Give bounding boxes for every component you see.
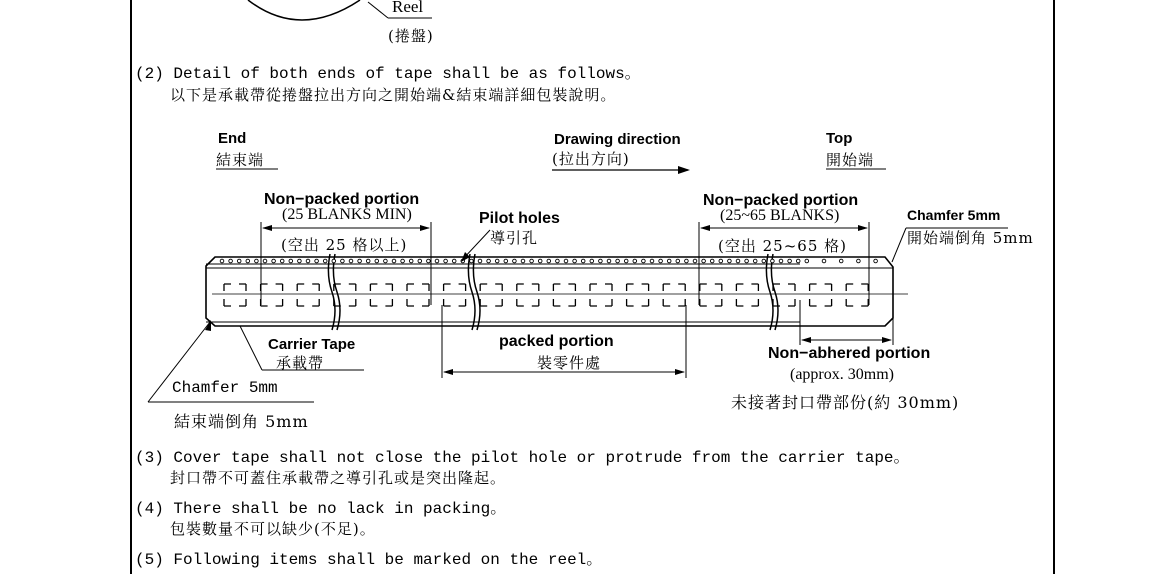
pilot-hole — [306, 259, 310, 263]
section-2-text-cn: 以下是承載帶從捲盤拉出方向之開始端&結束端詳細包裝說明。 — [170, 86, 617, 104]
pilot-hole — [530, 259, 534, 263]
pilot-hole — [392, 259, 396, 263]
pilot-hole — [220, 259, 224, 263]
carrier-label-cn: 承載帶 — [276, 354, 325, 372]
pilot-hole — [822, 259, 826, 263]
pilot-label: Pilot holes — [479, 210, 560, 227]
direction-label-cn: (拉出方向) — [552, 150, 630, 168]
pilot-hole — [487, 259, 491, 263]
pilot-hole — [521, 259, 525, 263]
chamfer-right-label-cn: 開始端倒角 5mm — [907, 229, 1034, 247]
pilot-hole — [667, 259, 671, 263]
pilot-hole — [495, 259, 499, 263]
nonadh-arrow-r — [882, 337, 892, 343]
pilot-hole — [839, 259, 843, 263]
chamfer-right-leader — [892, 228, 906, 262]
np-right-cn: (空出 25~65 格) — [718, 237, 847, 255]
pilot-hole — [375, 259, 379, 263]
nonadh-label: Non−abhered portion — [768, 345, 931, 362]
direction-arrowhead — [678, 166, 690, 174]
np-right-label: Non−packed portion — [703, 192, 859, 209]
pilot-hole — [470, 259, 474, 263]
np-left-cn: (空出 25 格以上) — [281, 236, 408, 254]
pilot-hole — [289, 259, 293, 263]
pilot-hole — [805, 259, 809, 263]
pilot-hole — [435, 259, 439, 263]
pilot-hole — [753, 259, 757, 263]
pilot-hole — [409, 259, 413, 263]
carrier-tape-body — [206, 257, 893, 326]
pilot-hole — [659, 259, 663, 263]
np-right-arrow-l — [700, 225, 710, 231]
top-label: Top — [826, 130, 853, 147]
pilot-hole — [642, 259, 646, 263]
pilot-hole — [246, 259, 250, 263]
reel-leader — [368, 2, 388, 18]
pilot-hole — [341, 259, 345, 263]
pilot-hole — [358, 259, 362, 263]
np-left-sub: (25 BLANKS MIN) — [282, 206, 412, 223]
pilot-hole — [762, 259, 766, 263]
pilot-hole — [332, 259, 336, 263]
pilot-hole — [728, 259, 732, 263]
pilot-hole — [349, 259, 353, 263]
pilot-hole — [556, 259, 560, 263]
pilot-hole — [788, 259, 792, 263]
pilot-hole — [478, 259, 482, 263]
carrier-leader — [240, 326, 262, 370]
pilot-hole — [513, 259, 517, 263]
pilot-hole — [366, 259, 370, 263]
section-4-text-cn: 包裝數量不可以缺少(不足)。 — [170, 520, 376, 538]
pilot-hole — [564, 259, 568, 263]
np-right-arrow-r — [858, 225, 868, 231]
pilot-hole — [229, 259, 233, 263]
pilot-hole — [745, 259, 749, 263]
nonadh-arrow-l — [801, 337, 811, 343]
packed-arrow-l — [443, 369, 453, 375]
pilot-hole — [590, 259, 594, 263]
pilot-hole — [255, 259, 259, 263]
np-left-arrow-r — [420, 225, 430, 231]
pilot-hole — [444, 259, 448, 263]
pilot-hole — [779, 259, 783, 263]
nonadh-sub: (approx. 30mm) — [790, 366, 894, 383]
pilot-hole — [280, 259, 284, 263]
chamfer-right-label: Chamfer 5mm — [907, 207, 1001, 223]
packed-arrow-r — [675, 369, 685, 375]
pilot-hole — [650, 259, 654, 263]
pilot-hole — [418, 259, 422, 263]
reel-label: Reel — [392, 0, 424, 16]
pilot-hole — [685, 259, 689, 263]
pilot-hole — [315, 259, 319, 263]
np-left-label: Non−packed portion — [264, 191, 420, 208]
pilot-hole — [633, 259, 637, 263]
np-right-sub: (25~65 BLANKS) — [720, 207, 840, 224]
section-3-text-cn: 封口帶不可蓋住承載帶之導引孔或是突出隆起。 — [170, 469, 507, 487]
pilot-hole — [624, 259, 628, 263]
chamfer-left-label-cn: 結束端倒角 5mm — [174, 412, 309, 431]
pilot-hole — [538, 259, 542, 263]
pilot-hole — [693, 259, 697, 263]
packed-label: packed portion — [499, 333, 614, 350]
pilot-label-cn: 導引孔 — [490, 229, 539, 247]
carrier-label: Carrier Tape — [268, 336, 356, 353]
pilot-hole — [710, 259, 714, 263]
pilot-hole — [857, 259, 861, 263]
pilot-hole — [736, 259, 740, 263]
pilot-hole — [237, 259, 241, 263]
pilot-hole — [599, 259, 603, 263]
np-left-arrow-l — [262, 225, 272, 231]
pilot-hole — [719, 259, 723, 263]
pilot-hole — [263, 259, 267, 263]
pilot-hole — [771, 259, 775, 263]
pilot-hole — [272, 259, 276, 263]
reel-label-cn: (捲盤) — [388, 27, 434, 45]
pilot-hole — [702, 259, 706, 263]
pilot-hole — [607, 259, 611, 263]
pilot-hole — [581, 259, 585, 263]
section-3-text: (3) Cover tape shall not close the pilot hole or protrude from the carrier tape。 — [135, 449, 910, 467]
pilot-hole — [401, 259, 405, 263]
section-4-text: (4) There shall be no lack in packing。 — [135, 500, 507, 518]
section-2-text: (2) Detail of both ends of tape shall be as follows。 — [135, 65, 641, 83]
pilot-hole — [874, 259, 878, 263]
top-label-cn: 開始端 — [826, 151, 875, 169]
reel-arc — [248, 0, 360, 20]
pilot-hole — [547, 259, 551, 263]
packed-label-cn: 裝零件處 — [537, 354, 602, 372]
pilot-hole — [323, 259, 327, 263]
direction-label: Drawing direction — [554, 131, 681, 148]
pilot-hole — [796, 259, 800, 263]
pilot-hole — [427, 259, 431, 263]
pilot-hole — [452, 259, 456, 263]
end-label-cn: 結束端 — [216, 151, 265, 169]
pilot-hole — [573, 259, 577, 263]
pilot-hole — [676, 259, 680, 263]
pilot-hole — [616, 259, 620, 263]
nonadh-label-cn: 未接著封口帶部份(約 30mm) — [731, 393, 960, 412]
chamfer-left-label: Chamfer 5mm — [172, 379, 278, 397]
pilot-hole — [504, 259, 508, 263]
pilot-hole — [298, 259, 302, 263]
pilot-hole — [384, 259, 388, 263]
end-label: End — [218, 130, 247, 147]
section-5-text: (5) Following items shall be marked on the reel。 — [135, 551, 603, 569]
